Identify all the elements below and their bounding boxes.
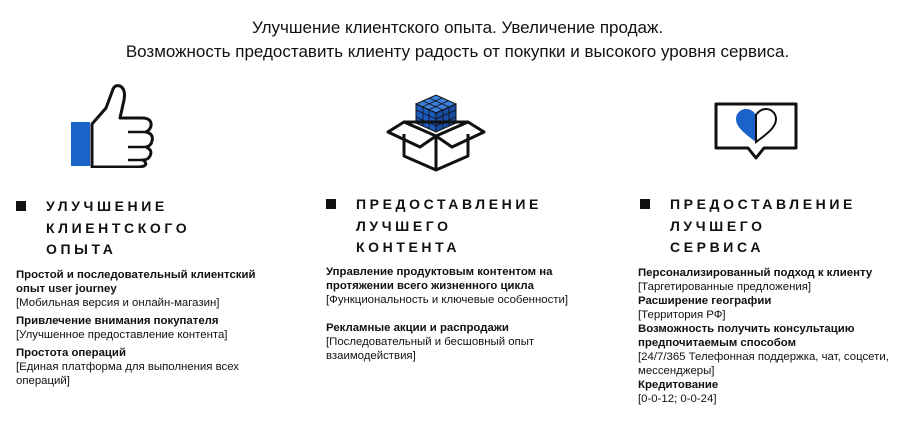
item-title: Персонализированный подход к клиенту bbox=[638, 267, 873, 279]
header-line-1: Улучшение клиентского опыта. Увеличение продаж. bbox=[251, 18, 664, 37]
column-service bbox=[640, 194, 910, 259]
item-desc: [Мобильная версия и онлайн-магазин] bbox=[16, 297, 220, 309]
item-title: Расширение географии bbox=[638, 295, 772, 307]
square-bullet-icon bbox=[326, 199, 336, 209]
column-customer-experience bbox=[16, 196, 296, 261]
column-items bbox=[16, 268, 278, 388]
item-desc: [Последовательный и бесшовный опыт взаимодействия] bbox=[326, 336, 535, 362]
item-desc: [Улучшенное предоставление контента] bbox=[16, 329, 228, 341]
column-content bbox=[326, 194, 606, 259]
item-title: Управление продуктовым контентом на протяжении всего жизненного цикла bbox=[326, 266, 553, 292]
square-bullet-icon bbox=[16, 201, 26, 211]
column-items bbox=[326, 265, 576, 363]
item-desc: [Функциональность и ключевые особенности] bbox=[326, 294, 569, 306]
item-desc: [0-0-12; 0-0-24] bbox=[638, 393, 717, 405]
header-line-2: Возможность предоставить клиенту радость от покупки и высокого уровня сервиса. bbox=[125, 42, 790, 61]
heart-speech-bubble-icon bbox=[712, 100, 800, 168]
item-desc: [Территория РФ] bbox=[638, 309, 726, 321]
square-bullet-icon bbox=[640, 199, 650, 209]
item-title: Простота операций bbox=[16, 347, 126, 359]
item-title: Привлечение внимания покупателя bbox=[16, 315, 219, 327]
page-header bbox=[0, 16, 915, 64]
item-desc: [24/7/365 Телефонная поддержка, чат, соцсети, мессенджеры] bbox=[638, 351, 889, 377]
column-items bbox=[638, 266, 906, 406]
column-heading-text: ПРЕДОСТАВЛЕНИЕ ЛУЧШЕГО КОНТЕНТА bbox=[356, 196, 542, 255]
item-title: Простой и последовательный клиентский опыт user journey bbox=[16, 269, 256, 295]
column-heading-text: УЛУЧШЕНИЕ КЛИЕНТСКОГО ОПЫТА bbox=[46, 198, 191, 257]
item-desc: [Таргетированные предложения] bbox=[638, 281, 812, 293]
column-heading bbox=[640, 194, 910, 259]
column-heading bbox=[16, 196, 296, 261]
thumbs-up-icon bbox=[68, 80, 158, 168]
item-title: Возможность получить консультацию предпочитаемым способом bbox=[638, 323, 855, 349]
column-heading-text: ПРЕДОСТАВЛЕНИЕ ЛУЧШЕГО СЕРВИСА bbox=[670, 196, 856, 255]
item-title: Кредитование bbox=[638, 379, 719, 391]
item-title: Рекламные акции и распродажи bbox=[326, 322, 509, 334]
item-desc: [Единая платформа для выполнения всех операций] bbox=[16, 361, 239, 387]
column-heading bbox=[326, 194, 606, 259]
open-box-cube-icon bbox=[384, 92, 488, 172]
